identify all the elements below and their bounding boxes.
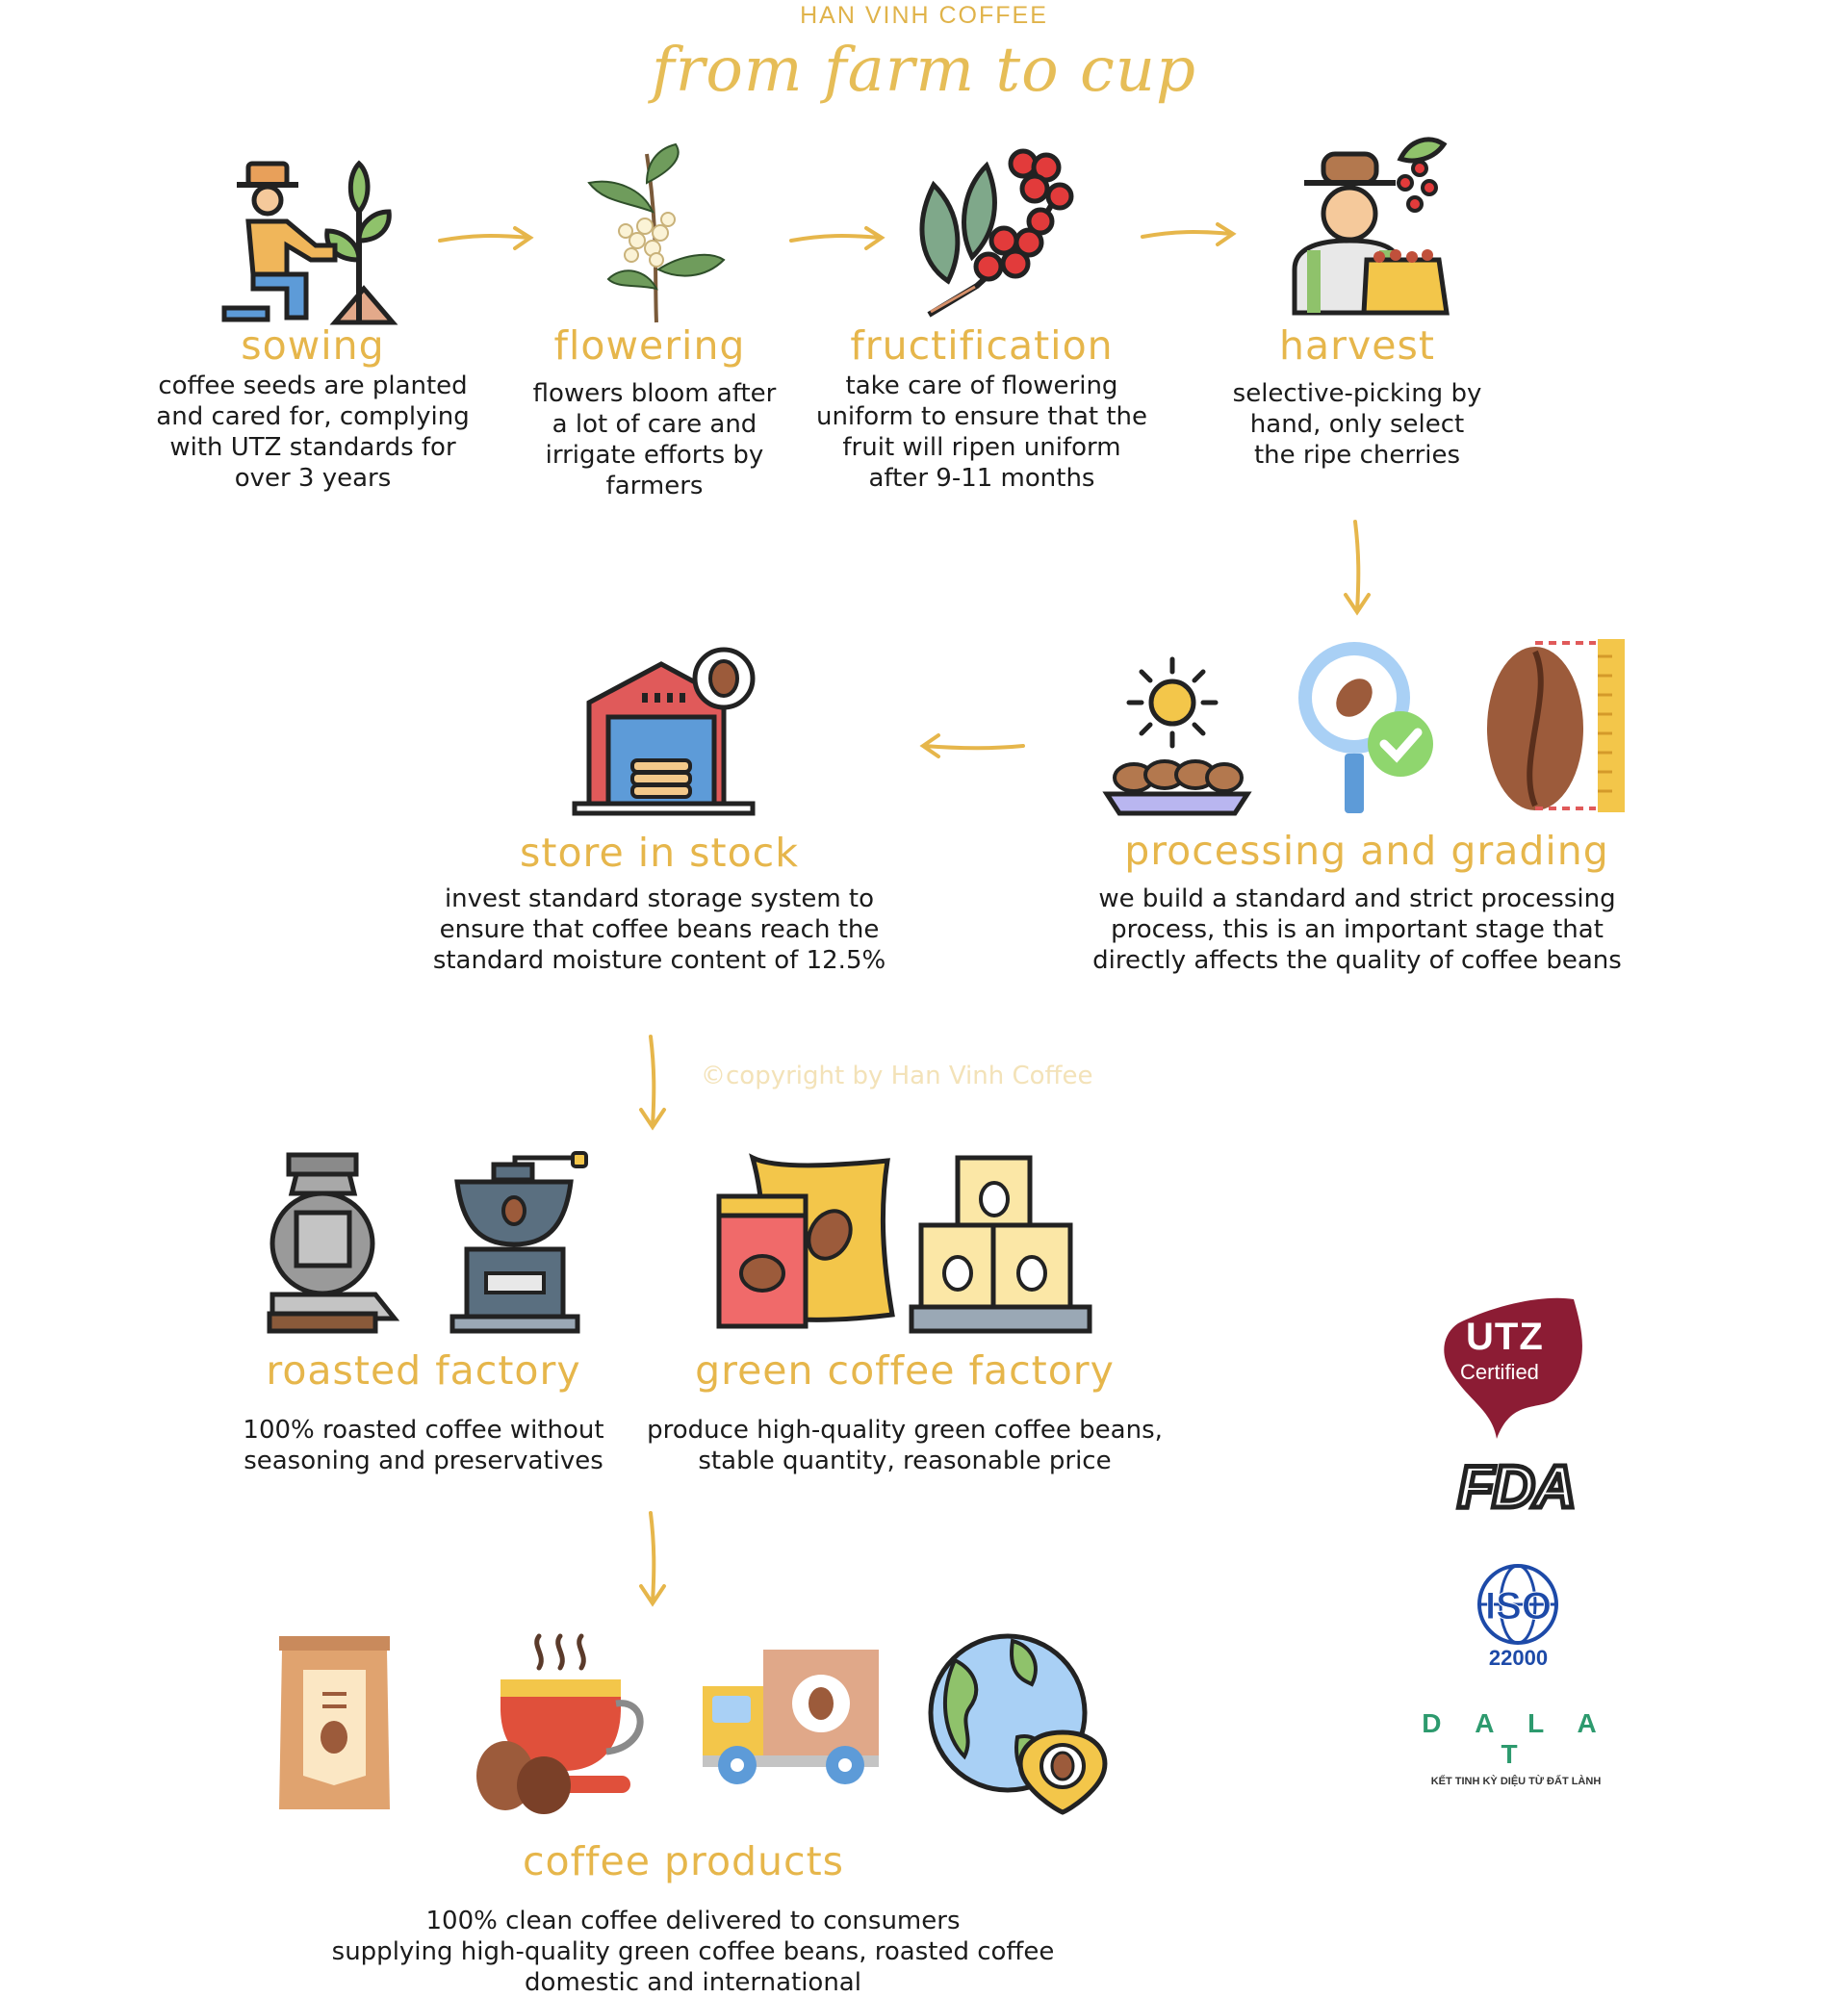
step-title-roasted: roasted factory [266,1347,581,1394]
step-title-products: coffee products [522,1838,845,1884]
arrow-down-icon [1338,520,1376,616]
step-title-store: store in stock [520,830,799,876]
dalat-logo: D A L A T KẾT TINH KỲ DIỆU TỪ ĐẤT LÀNH [1422,1708,1610,1787]
step-title-flowering: flowering [553,322,746,369]
arrow-right-icon [789,223,886,252]
step-desc-fructification: take care of flowering uniform to ensure that the fruit will ripen uniform after 9-11 months [815,371,1148,493]
step-desc-flowering: flowers bloom after a lot of care and irrigate efforts by farmers [532,379,777,500]
step-title-sowing: sowing [241,322,385,369]
step-title-harvest: harvest [1279,322,1435,369]
step-desc-store: invest standard storage system to ensure that coffee beans reach the standard moisture content of 12.5% [432,884,886,975]
brand-name: HAN VINH COFFEE [800,2,1048,29]
step-title-fructification: fructification [850,322,1114,369]
coffee-sacks-icon [714,1153,897,1334]
copyright-icon: © [701,1062,726,1090]
coffee-bag-icon [274,1631,395,1814]
arrow-down-icon [633,1511,672,1607]
delivery-truck-icon [701,1648,884,1787]
arrow-right-icon [438,223,534,252]
arrow-down-icon [633,1035,672,1131]
copyright-notice: ©copyright by Han Vinh Coffee [701,1062,1093,1090]
step-desc-products: 100% clean coffee delivered to consumers supplying high-quality green coffee beans, roasted coffee domestic and international [331,1907,1055,1997]
warehouse-icon [570,645,762,813]
step-title-processing: processing and grading [1124,828,1609,874]
step-desc-harvest: selective-picking by hand, only select the ripe cherries [1232,379,1482,470]
tagline: from farm to cup [652,35,1196,106]
coffee-grinder-icon [448,1153,587,1333]
arrow-left-icon [919,731,1025,760]
utz-certified-logo: UTZ Certified [1439,1294,1593,1439]
coffee-cup-icon [472,1631,654,1814]
step-desc-sowing: coffee seeds are planted and cared for, complying with UTZ standards for over 3 years [156,371,470,493]
farmer-planting-icon [219,154,402,322]
coffee-flower-icon [589,144,724,322]
fda-logo: FDA [1457,1454,1575,1521]
farmer-harvest-icon [1275,135,1463,318]
step-title-green: green coffee factory [695,1347,1115,1394]
arrow-right-icon [1141,219,1237,248]
coffee-cherry-branch-icon [919,146,1102,320]
bean-measure-icon [1482,637,1636,815]
magnifier-quality-check-icon [1295,638,1439,816]
global-delivery-icon [926,1631,1114,1814]
roaster-machine-icon [268,1155,398,1333]
step-desc-roasted: 100% roasted coffee without seasoning and preservatives [243,1416,604,1475]
iso-22000-logo: ISO 22000 [1458,1554,1578,1670]
sun-drying-icon [1105,654,1249,818]
coffee-boxes-pallet-icon [910,1153,1092,1334]
step-desc-processing: we build a standard and strict processing process, this is an important stage that directly affects the quality of coffee beans [1092,884,1622,975]
step-desc-green: produce high-quality green coffee beans, stable quantity, reasonable price [647,1416,1163,1475]
